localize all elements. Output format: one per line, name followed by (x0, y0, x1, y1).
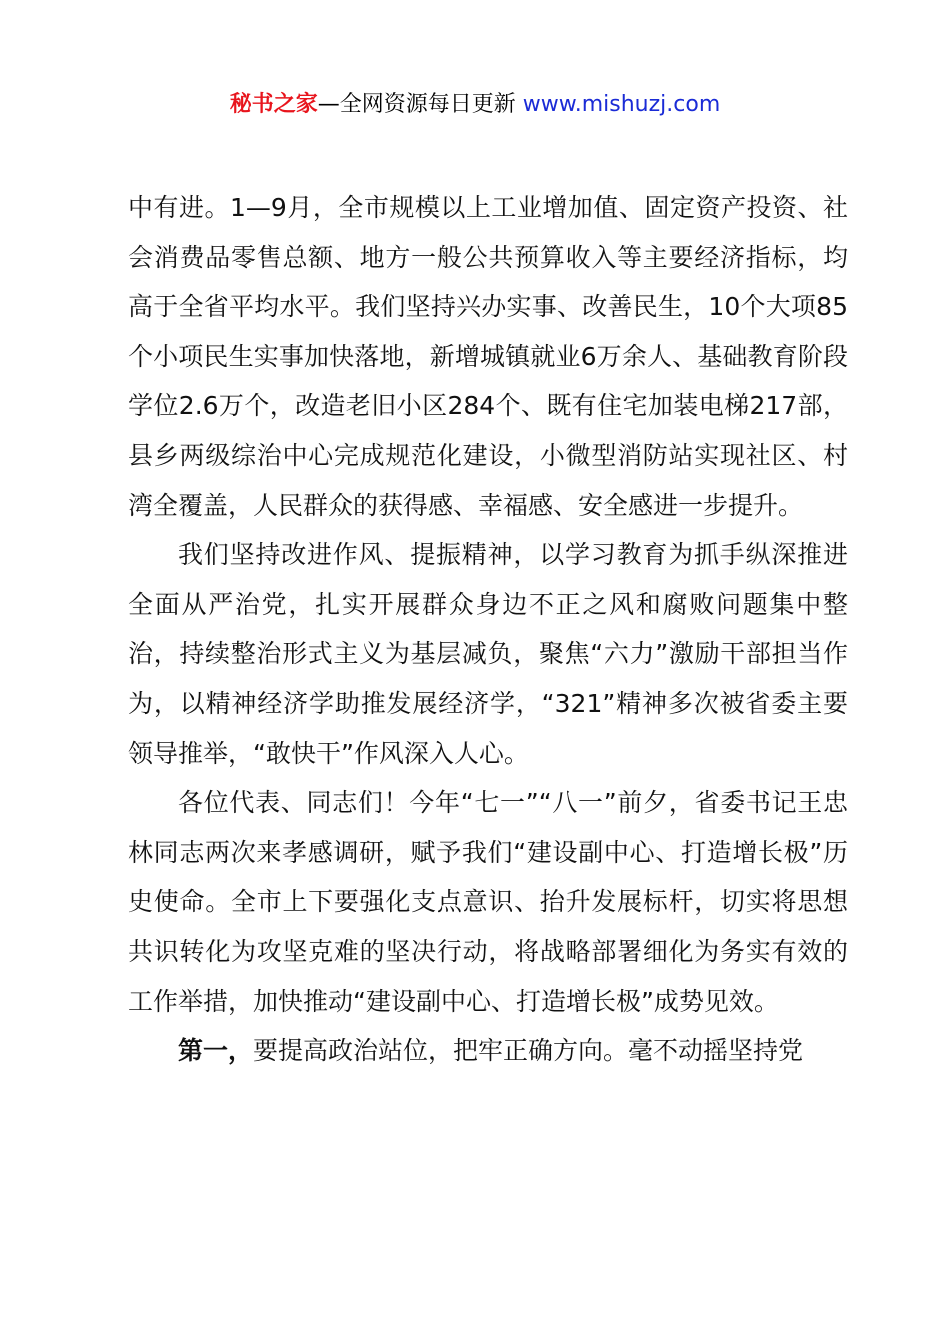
document-body (128, 183, 848, 1076)
paragraph-2 (128, 530, 848, 778)
paragraph-4 (128, 1026, 848, 1076)
brand-name: 秘书之家 (229, 92, 318, 117)
page-header (0, 88, 950, 122)
paragraph-text: 我们坚持改进作风、提振精神，以学习教育为抓手纵深推进全面从严治党，扎实开展群众身边不正之风和腐败问题集中整治，持续整治形式主义为基层减负，聚焦“六力”激励干部担当作为，以精神经济学助推发展经济学，“321”精神多次被省委主要领导推举，“敢快干”作风深入人心。 (128, 540, 848, 768)
header-slogan: —全网资源每日更新 (317, 92, 523, 117)
paragraph-3 (128, 778, 848, 1026)
paragraph-1 (128, 183, 848, 530)
paragraph-text: 各位代表、同志们！今年“七一”“八一”前夕，省委书记王忠林同志两次来孝感调研，赋予我们“建设副中心、打造增长极”历史使命。全市上下要强化支点意识、抬升发展标杆，切实将思想共识转化为攻坚克难的坚决行动，将战略部署细化为务实有效的工作举措，加快推动“建设副中心、打造增长极”成势见效。 (128, 788, 848, 1016)
paragraph-text: 要提高政治站位，把牢正确方向。毫不动摇坚持党 (253, 1036, 804, 1066)
paragraph-text: 中有进。1—9月，全市规模以上工业增加值、固定资产投资、社会消费品零售总额、地方一般公共预算收入等主要经济指标，均高于全省平均水平。我们坚持兴办实事、改善民生，10个大项85个小项民生实事加快落地，新增城镇就业6万余人、基础教育阶段学位2.6万个，改造老旧小区284个、既有住宅加装电梯217部，县乡两级综治中心完成规范化建设，小微型消防站实现社区、村湾全覆盖，人民群众的获得感、幸福感、安全感进一步提升。 (128, 193, 848, 520)
site-url-link[interactable]: www.mishuzj.com (522, 92, 721, 117)
paragraph-lead: 第一， (178, 1036, 254, 1066)
